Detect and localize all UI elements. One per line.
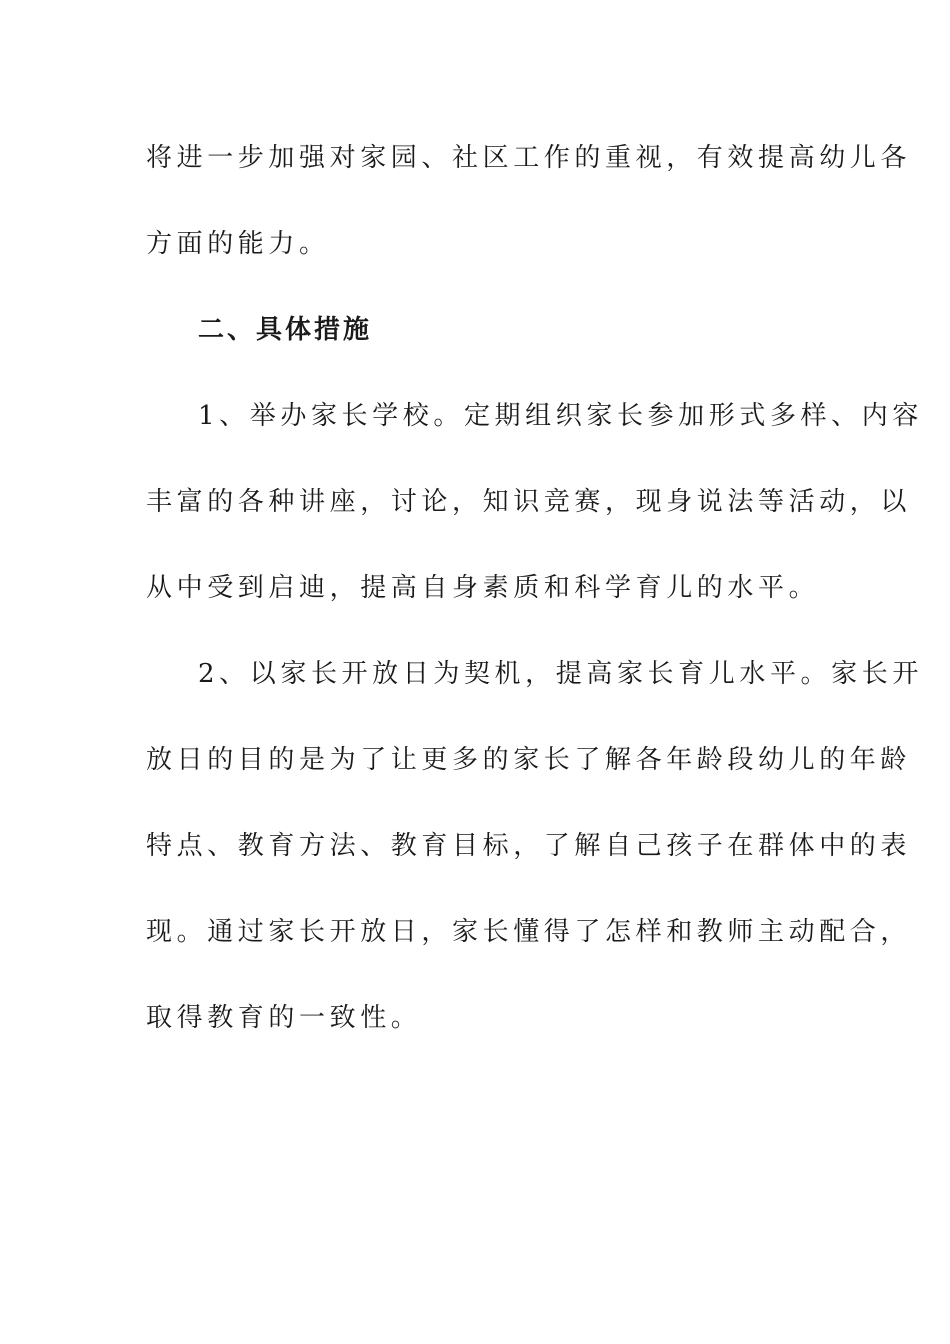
item-1-line: 从中受到启迪，提高自身素质和科学育儿的水平。 [146, 573, 820, 603]
paragraph-line: 将进一步加强对家园、社区工作的重视，有效提高幼儿各 [146, 143, 912, 173]
item-1-line: 丰富的各种讲座，讨论，知识竞赛，现身说法等活动，以 [146, 487, 912, 517]
item-2-line: 特点、教育方法、教育目标，了解自己孩子在群体中的表 [146, 831, 912, 861]
item-1-line: 1、举办家长学校。定期组织家长参加形式多样、内容 [198, 401, 923, 431]
item-2-line: 2、以家长开放日为契机，提高家长育儿水平。家长开 [198, 659, 923, 689]
item-2-line: 现。通过家长开放日，家长懂得了怎样和教师主动配合， [146, 917, 912, 947]
item-2-line: 放日的目的是为了让更多的家长了解各年龄段幼儿的年龄 [146, 745, 912, 775]
item-2-line: 取得教育的一致性。 [146, 1003, 422, 1033]
section-heading: 二、具体措施 [198, 315, 373, 345]
paragraph-line: 方面的能力。 [146, 229, 330, 259]
